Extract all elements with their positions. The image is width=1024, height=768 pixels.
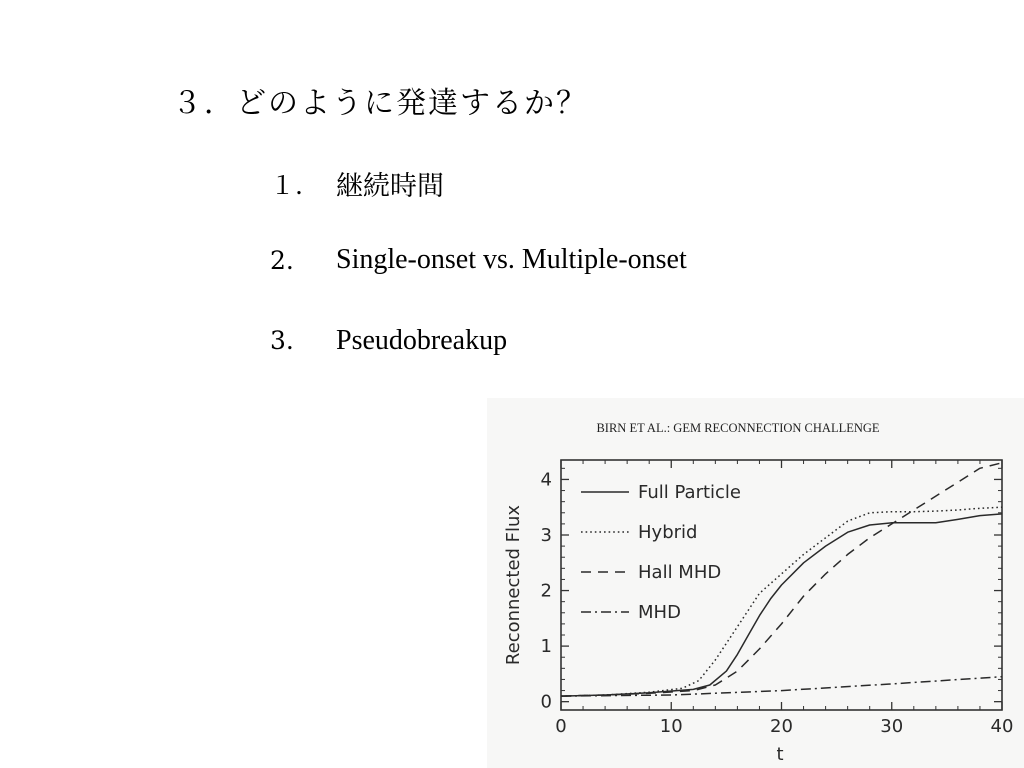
bullet-number: 3. xyxy=(270,326,294,355)
series-line-hybrid xyxy=(561,507,1002,696)
legend-label-full-particle: Full Particle xyxy=(638,482,742,503)
legend-label-hybrid: Hybrid xyxy=(638,522,698,543)
y-tick-label: 4 xyxy=(540,469,552,491)
x-axis-label: t xyxy=(776,744,784,765)
slide-heading: ３．どのように発達するか？ xyxy=(172,86,588,121)
x-tick-label: 40 xyxy=(990,716,1014,737)
bullet-text: Pseudobreakup xyxy=(336,325,508,356)
y-tick-label: 1 xyxy=(540,636,552,658)
y-tick-label: 3 xyxy=(540,525,552,546)
x-tick-label: 0 xyxy=(555,716,567,737)
y-axis-label: Reconnected Flux xyxy=(503,504,524,666)
reconnected-flux-chart xyxy=(487,398,1024,768)
legend-label-hall-mhd: Hall MHD xyxy=(638,562,722,583)
bullet-number: 2. xyxy=(270,246,294,275)
x-tick-label: 10 xyxy=(659,716,683,737)
x-tick-label: 30 xyxy=(880,716,904,737)
legend-label-mhd: MHD xyxy=(638,602,681,623)
y-tick-label: 0 xyxy=(540,691,552,713)
bullet-text: Single-onset vs. Multiple-onset xyxy=(336,244,687,275)
x-tick-label: 20 xyxy=(770,716,793,737)
series-line-hall-mhd xyxy=(561,463,1002,696)
bullet-text: 継続時間 xyxy=(336,171,444,202)
series-line-full-particle xyxy=(561,514,1002,696)
y-tick-label: 2 xyxy=(540,580,552,602)
bullet-number: １. xyxy=(270,171,303,200)
reconnection-figure xyxy=(487,398,1024,768)
figure-header: BIRN ET AL.: GEM RECONNECTION CHALLENGE xyxy=(596,421,880,435)
